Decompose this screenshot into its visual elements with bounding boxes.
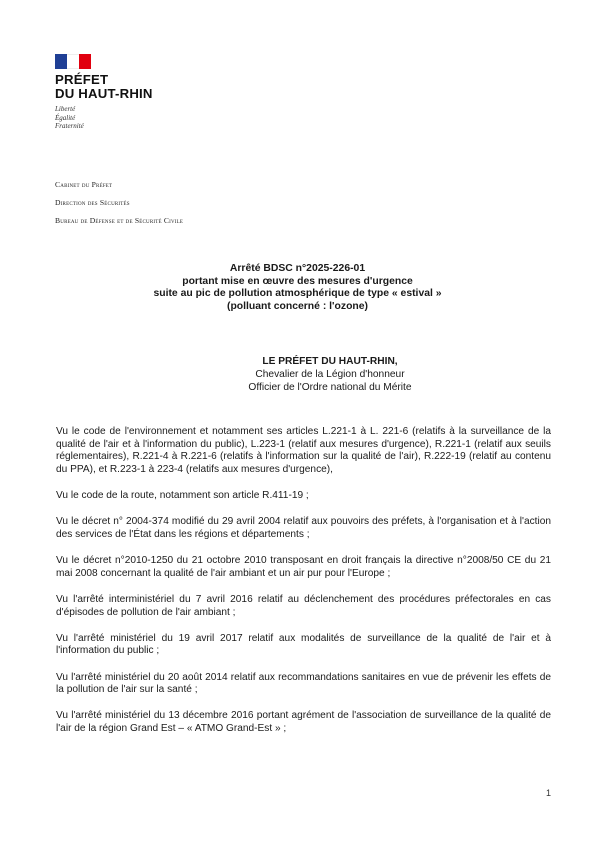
issuing-services xyxy=(55,176,183,230)
prefecture-title-line-2: DU HAUT-RHIN xyxy=(55,86,153,101)
decree-considerations xyxy=(56,426,551,749)
motto-liberte: Liberté xyxy=(55,105,76,113)
prefecture-logo xyxy=(55,54,185,131)
decree-subtitle-2: suite au pic de pollution atmosphérique de type « estival » xyxy=(153,288,442,300)
republic-motto xyxy=(55,105,185,131)
authority-title-2: Officier de l'Ordre national du Mérite xyxy=(248,381,412,393)
page-number: 1 xyxy=(545,788,551,798)
service-line: Direction des Sécurités xyxy=(55,198,130,207)
authority-title-1: Chevalier de la Légion d'honneur xyxy=(255,368,405,380)
prefecture-title xyxy=(55,73,185,101)
french-flag-icon xyxy=(55,54,91,69)
prefecture-title-line-1: PRÉFET xyxy=(55,72,109,87)
consideration-paragraph: Vu l'arrêté ministériel du 13 décembre 2016 portant agrément de l'association de surveillance de la qualité de l'air de la région Grand Est – « ATMO Grand-Est » ; xyxy=(56,710,551,734)
consideration-paragraph: Vu le décret n°2010-1250 du 21 octobre 2010 transposant en droit français la directive n°2008/50 CE du 21 mai 2008 concernant la qualité de l'air ambiant et un air pur pour l'Europe ; xyxy=(56,555,551,579)
decree-subtitle-1: portant mise en œuvre des mesures d'urgence xyxy=(182,275,413,287)
motto-egalite: Égalité xyxy=(55,113,76,122)
authority-block xyxy=(210,356,450,394)
motto-fraternite: Fraternité xyxy=(55,122,84,130)
consideration-paragraph: Vu le code de la route, notamment son article R.411-19 ; xyxy=(56,490,309,502)
decree-reference: Arrêté BDSC n°2025-226-01 xyxy=(229,263,366,274)
consideration-paragraph: Vu le décret n° 2004-374 modifié du 29 avril 2004 relatif aux pouvoirs des préfets, à l'organisation et à l'action des services de l'État dans les régions et départements ; xyxy=(56,516,551,540)
authority-name: LE PRÉFET DU HAUT-RHIN, xyxy=(262,356,398,367)
decree-title xyxy=(100,263,495,314)
consideration-paragraph: Vu l'arrêté ministériel du 19 avril 2017 relatif aux modalités de surveillance de la qualité de l'air et à l'information du public ; xyxy=(56,632,551,657)
consideration-paragraph: Vu l'arrêté ministériel du 20 août 2014 relatif aux recommandations sanitaires en vue de prévenir les effets de la pollution de l'air sur la santé ; xyxy=(56,671,551,696)
service-line: Cabinet du Préfet xyxy=(55,180,113,189)
consideration-paragraph: Vu l'arrêté interministériel du 7 avril 2016 relatif au déclenchement des procédures préfectorales en cas d'épisodes de pollution de l'air ambiant ; xyxy=(56,593,551,618)
service-line: Bureau de Défense et de Sécurité Civile xyxy=(55,216,184,225)
consideration-paragraph: Vu le code de l'environnement et notamment ses articles L.221-1 à L. 221-6 (relatifs à la surveillance de la qualité de l'air et à l'information du public), L.223-1 (relatif aux mesures d'urgence), R.221-1 (relatif aux seuils réglementaires), R.221-4 à R.221-6 (relatifs à l'information sur la qualité de l'air), R.222-19 (relatif au contenu du PPA), et R.223-1 à 223-4 (relatifs aux mesures d'urgence), xyxy=(56,426,551,475)
decree-subtitle-3: (polluant concerné : l'ozone) xyxy=(226,301,368,313)
